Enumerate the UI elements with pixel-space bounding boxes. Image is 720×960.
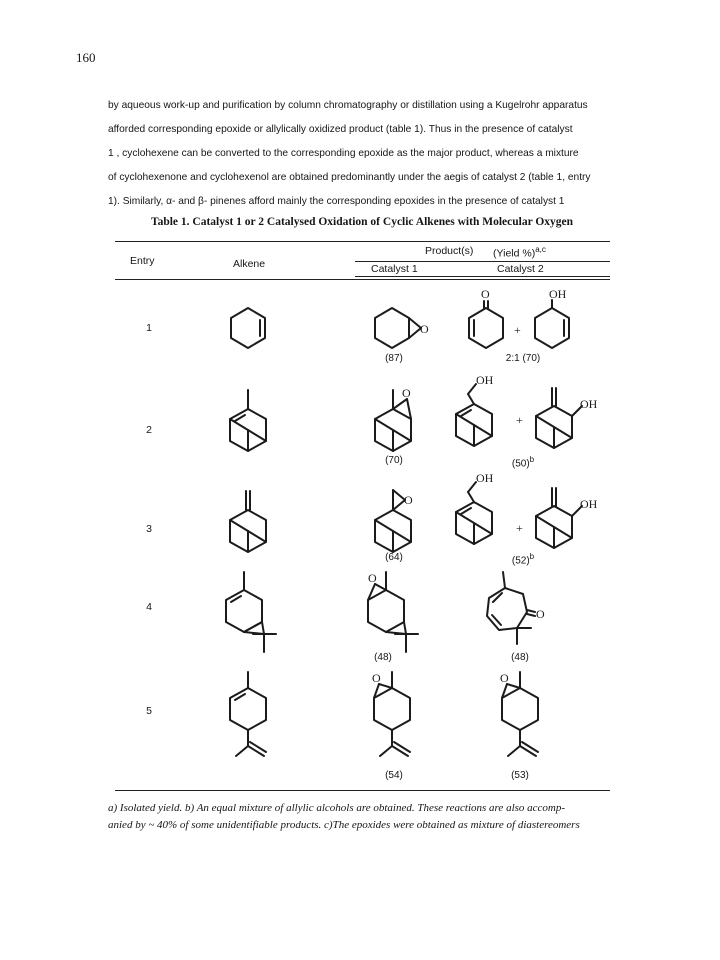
pinene-allylic-alcohol-structure <box>454 372 510 452</box>
epoxide-o-label: O <box>402 386 411 400</box>
table-bottom-rule <box>115 790 610 791</box>
yield-catalyst-2: 2:1 (70) <box>505 353 541 364</box>
pinocarveol-structure <box>532 384 604 452</box>
plus-sign <box>512 323 526 337</box>
entry-number: 4 <box>146 601 152 613</box>
carene-oxide-structure <box>366 568 426 658</box>
pinocarveol-structure <box>532 484 604 552</box>
yield-catalyst-2: (53) <box>511 770 529 781</box>
footnote-marker: b <box>529 455 535 464</box>
hydroxyl-label: OH <box>476 373 494 387</box>
plus-sign <box>514 413 528 427</box>
myrtenol-structure <box>454 470 510 550</box>
table-caption: Table 1. Catalyst 1 or 2 Catalysed Oxidation of Cyclic Alkenes with Molecular Oxygen <box>150 216 574 228</box>
body-line: afforded corresponding epoxide or allylically oxidized product (table 1). Thus in the presence of catalyst <box>108 124 573 135</box>
header-products: Product(s) <box>425 245 474 257</box>
plus-label: + <box>514 323 521 337</box>
epoxide-o-label: O <box>500 671 509 685</box>
cyclohexenol-structure <box>532 285 580 351</box>
header-bottom-rule <box>115 279 610 280</box>
cyclohexenone-structure <box>466 285 506 351</box>
epoxide-o-label: O <box>420 322 429 336</box>
catalyst-rule <box>355 276 610 277</box>
cyclohexene-structure <box>228 305 268 351</box>
body-line: 1 , cyclohexene can be converted to the corresponding epoxide as the major product, whereas a mixture <box>108 148 579 159</box>
header-entry: Entry <box>130 255 155 267</box>
entry-number: 3 <box>146 523 152 535</box>
epoxide-o-label: O <box>372 671 381 685</box>
header-yield-text: (Yield %) <box>493 247 536 260</box>
beta-pinene-oxide-structure <box>371 484 421 556</box>
cyclohexene-oxide-structure <box>372 305 434 351</box>
entry-number: 5 <box>146 705 152 717</box>
plus-sign <box>514 521 528 535</box>
yield-catalyst-2 <box>493 455 553 469</box>
alpha-pinene-structure <box>226 387 270 455</box>
plus-label: + <box>516 413 523 427</box>
alpha-pinene-oxide-structure <box>371 383 421 455</box>
footnote-line: a) Isolated yield. b) An equal mixture of allylic alcohols are obtained. These reactions are also accomp- <box>108 802 566 814</box>
yield-value: (50) <box>511 458 530 470</box>
hydroxyl-label: OH <box>580 497 598 511</box>
header-alkene: Alkene <box>233 258 266 270</box>
carbonyl-o-label: O <box>536 607 545 621</box>
yield-catalyst-1: (64) <box>385 552 403 563</box>
yield-value: (52) <box>511 555 530 567</box>
header-yield <box>493 245 546 260</box>
carbonyl-o-label: O <box>481 287 490 301</box>
table-top-rule <box>115 241 610 242</box>
products-rule <box>355 261 610 262</box>
body-line: of cyclohexenone and cyclohexenol are obtained predominantly under the aegis of catalyst 2 (table 1, entry <box>108 172 591 183</box>
entry-number: 2 <box>146 424 152 436</box>
epoxide-o-label: O <box>404 493 413 507</box>
yield-catalyst-1: (87) <box>385 353 403 364</box>
header-yield-sup: a,c <box>535 245 546 254</box>
entry-number: 1 <box>146 322 152 334</box>
limonene-structure <box>228 668 284 764</box>
header-catalyst-1: Catalyst 1 <box>371 263 418 275</box>
body-paragraph <box>108 94 616 214</box>
cycloheptadienone-structure <box>483 568 563 646</box>
epoxide-o-label: O <box>368 571 377 585</box>
hydroxyl-label: OH <box>549 287 567 301</box>
footnote-marker: b <box>529 552 535 561</box>
header-catalyst-2: Catalyst 2 <box>497 263 544 275</box>
carene-structure <box>224 568 284 658</box>
table-footnote <box>108 800 620 834</box>
yield-catalyst-1: (54) <box>385 770 403 781</box>
limonene-oxide-structure <box>500 668 556 764</box>
hydroxyl-label: OH <box>580 397 598 411</box>
body-line: by aqueous work-up and purification by column chromatography or distillation using a Kugelrohr apparatus <box>108 100 588 111</box>
plus-label: + <box>516 521 523 535</box>
yield-catalyst-2: (48) <box>511 652 529 663</box>
hydroxyl-label: OH <box>476 471 494 485</box>
yield-catalyst-1: (48) <box>374 652 392 663</box>
body-line: 1). Similarly, α- and β- pinenes afford mainly the corresponding epoxides in the presence of catalyst 1 <box>108 196 565 207</box>
footnote-line: anied by ~ 40% of some unidentifiable products. c)The epoxides were obtained as mixture of diastereomers <box>108 819 580 831</box>
beta-pinene-structure <box>226 488 270 556</box>
yield-catalyst-2 <box>493 552 553 566</box>
limonene-oxide-structure <box>372 668 428 764</box>
yield-catalyst-1: (70) <box>385 455 403 466</box>
page-number: 160 <box>76 50 96 65</box>
